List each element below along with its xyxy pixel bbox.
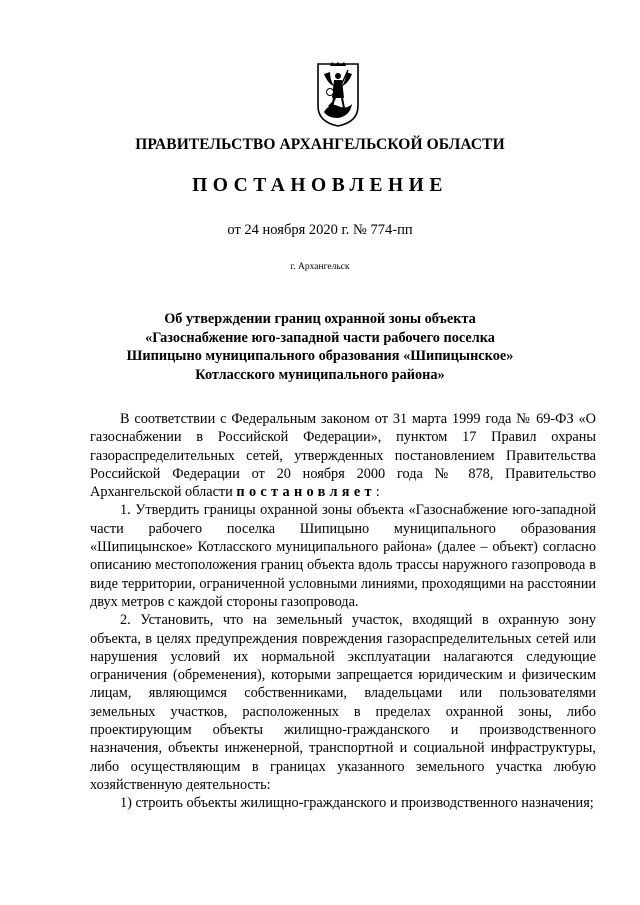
title-line: Об утверждении границ охранной зоны объекта (164, 311, 476, 327)
city-name: г. Архангельск (290, 262, 350, 272)
date-and-number: от 24 ноября 2020 г. № 774-пп (227, 222, 413, 238)
intro-text: В соответствии с Федеральным законом от 31 марта 1999 года № 69-ФЗ «О газоснабжении в Российской Федерации», пунктом 17 Правил охраны газораспределительных сетей, утвержденных постановлением Правительства Российской Федерации от 20 ноября 2000 года № 878, Правительство Архангельской области (90, 411, 596, 501)
title-line: Котласского муниципального района» (195, 366, 445, 383)
paragraph-2: 2. Установить, что на земельный участок, входящий в охранную зону объекта, в целях предупреждения повреждения газораспределительных сетей или нарушения условий их нормальной эксплуатации налагаются следующие ограничения (обременения), которыми запрещается юридическим и физическим лицам, являющимся собственниками, владельцами или пользователями земельных участков, расположенных в пределах охранной зоны, либо проектирующим объекты жилищно-гражданского и производственного назначения, объекты инженерной, транспортной и социальной инфраструктуры, либо осуществляющим в границах указанного земельного участка любую хозяйственную деятельность: (90, 612, 596, 793)
document-body (90, 410, 596, 813)
document-type: ПОСТАНОВЛЕНИЕ (192, 175, 448, 196)
title-line: Шипицыно муниципального образования «Шипицынское» (126, 348, 514, 365)
arkhangelsk-coat-of-arms-icon (316, 62, 360, 128)
colon: : (375, 484, 380, 501)
title-line: «Газоснабжение юго-западной части рабочего поселка (145, 329, 495, 346)
paragraph-2-item-1: 1) строить объекты жилищно-гражданского и производственного назначения; (120, 795, 594, 812)
resolves-word: постановляет (236, 484, 376, 501)
paragraph-1: 1. Утвердить границы охранной зоны объекта «Газоснабжение юго-западной части рабочего поселка Шипицыно муниципального образования «Шипицынское» Котласского муниципального района» (далее – объект) согласно описанию местоположения границ объекта вдоль трассы наружного газопровода в виде территории, ограниченной условными линиями, проходящими на расстоянии двух метров с каждой стороны газопровода. (90, 502, 596, 610)
document-title (0, 310, 640, 384)
intro-paragraph (90, 410, 596, 501)
government-name: ПРАВИТЕЛЬСТВО АРХАНГЕЛЬСКОЙ ОБЛАСТИ (135, 136, 505, 153)
